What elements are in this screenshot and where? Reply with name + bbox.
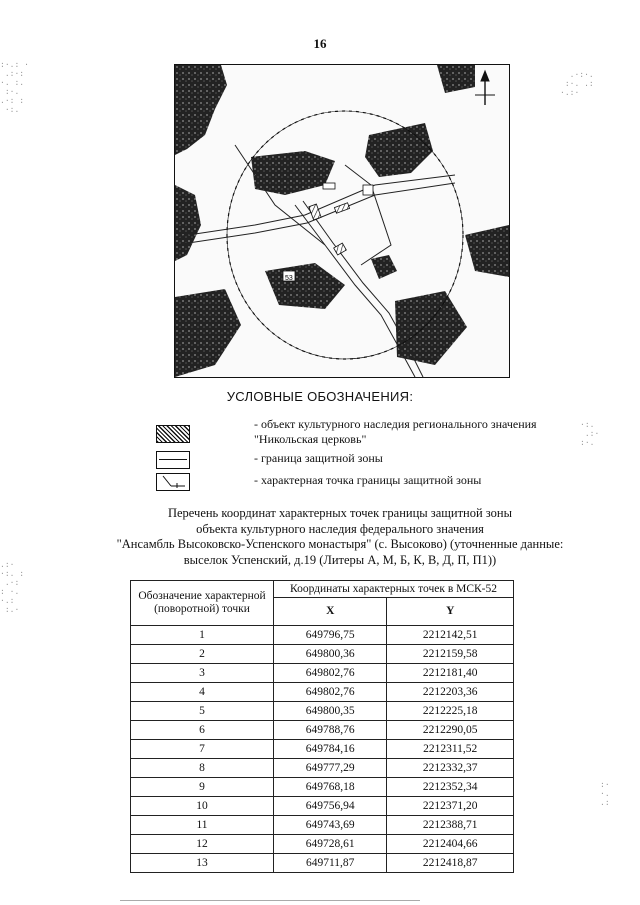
point-number-cell: 13 (131, 854, 274, 873)
heading-line-4: выселок Успенский, д.19 (Литеры А, М, Б, К, В, Д, П, П1)) (183, 552, 497, 567)
point-marker-icon (156, 473, 190, 491)
scan-artifact-right-mid: ·:. .:· :·. (580, 420, 600, 447)
legend-item-characteristic-point: - характерная точка границы защитной зоны (254, 473, 482, 487)
table-row (131, 759, 514, 778)
table-row (131, 664, 514, 683)
heading-line-1: Перечень координат характерных точек границы защитной зоны (167, 506, 513, 520)
site-map (174, 64, 510, 378)
table-row (131, 740, 514, 759)
point-number-cell: 5 (131, 702, 274, 721)
legend-item-zone-boundary: - граница защитной зоны (254, 451, 383, 465)
x-coordinate-cell: 649800,35 (274, 702, 387, 721)
table-row (131, 778, 514, 797)
y-coordinate-cell: 2212352,34 (387, 778, 514, 797)
table-row (131, 835, 514, 854)
site-map-drawing (175, 65, 509, 377)
x-coordinate-cell: 649802,76 (274, 683, 387, 702)
table-row (131, 645, 514, 664)
point-number-cell: 3 (131, 664, 274, 683)
x-coordinate-cell: 649800,36 (274, 645, 387, 664)
point-number-cell: 12 (131, 835, 274, 854)
table-row (131, 683, 514, 702)
coordinates-heading (90, 506, 590, 568)
y-coordinate-cell: 2212159,58 (387, 645, 514, 664)
y-coordinate-cell: 2212181,40 (387, 664, 514, 683)
x-coordinate-cell: 649784,16 (274, 740, 387, 759)
x-coordinate-cell: 649768,18 (274, 778, 387, 797)
legend-title: УСЛОВНЫЕ ОБОЗНАЧЕНИЯ: (226, 389, 414, 404)
x-coordinate-cell: 649777,29 (274, 759, 387, 778)
scan-artifact-left: :·.: · .:·: ·. :. :·. .·: : ·:. (0, 60, 29, 114)
hatched-rectangle-icon (156, 425, 190, 443)
x-coordinate-cell: 649788,76 (274, 721, 387, 740)
boundary-line-icon (156, 451, 190, 469)
y-coordinate-cell: 2212388,71 (387, 816, 514, 835)
table-row (131, 816, 514, 835)
y-coordinate-cell: 2212332,37 (387, 759, 514, 778)
point-number-header: Обозначение характерной (поворотной) точки (131, 581, 274, 626)
y-coordinate-cell: 2212203,36 (387, 683, 514, 702)
north-arrow-icon (475, 71, 495, 105)
scan-artifact-left-lower: .:· ·:. : .·: : ·. ·.: :.· (0, 560, 25, 614)
terrain-patches (175, 65, 509, 377)
coordinates-group-header: Координаты характерных точек в МСК-52 (274, 581, 514, 598)
scan-artifact-right: .·:·. :·. .: ·.:· (560, 70, 594, 97)
y-coordinate-cell: 2212404,66 (387, 835, 514, 854)
y-coordinate-cell: 2212142,51 (387, 626, 514, 645)
point-number-cell: 7 (131, 740, 274, 759)
x-coordinate-cell: 649711,87 (274, 854, 387, 873)
point-number-cell: 11 (131, 816, 274, 835)
y-coordinate-cell: 2212311,52 (387, 740, 514, 759)
x-coordinate-cell: 649743,69 (274, 816, 387, 835)
x-column-header: X (274, 597, 387, 625)
table-row (131, 626, 514, 645)
page-number: 16 (313, 36, 327, 51)
point-number-cell: 10 (131, 797, 274, 816)
y-coordinate-cell: 2212290,05 (387, 721, 514, 740)
x-coordinate-cell: 649728,61 (274, 835, 387, 854)
y-column-header: Y (387, 597, 514, 625)
table-row (131, 721, 514, 740)
y-coordinate-cell: 2212418,87 (387, 854, 514, 873)
point-number-cell: 1 (131, 626, 274, 645)
point-number-cell: 6 (131, 721, 274, 740)
scan-artifact-right-lower: :· ·. .: (600, 780, 610, 807)
point-number-cell: 4 (131, 683, 274, 702)
table-row (131, 797, 514, 816)
x-coordinate-cell: 649802,76 (274, 664, 387, 683)
point-number-cell: 8 (131, 759, 274, 778)
heading-line-3: "Ансамбль Высоковско-Успенского монастыря" (с. Высоково) (уточненные данные: (116, 537, 564, 551)
y-coordinate-cell: 2212371,20 (387, 797, 514, 816)
point-number-cell: 2 (131, 645, 274, 664)
coordinates-table-body (131, 626, 514, 873)
footer-rule (120, 900, 420, 901)
x-coordinate-cell: 649756,94 (274, 797, 387, 816)
point-number-cell: 9 (131, 778, 274, 797)
y-coordinate-cell: 2212225,18 (387, 702, 514, 721)
heading-line-2: объекта культурного наследия федерального значения (196, 521, 484, 536)
x-coordinate-cell: 649796,75 (274, 626, 387, 645)
map-label: 53 (285, 275, 293, 282)
legend-item-heritage-object: - объект культурного наследия регионального значения "Никольская церковь" (254, 417, 537, 446)
table-row (131, 854, 514, 873)
coordinates-table (130, 580, 514, 873)
table-row (131, 702, 514, 721)
